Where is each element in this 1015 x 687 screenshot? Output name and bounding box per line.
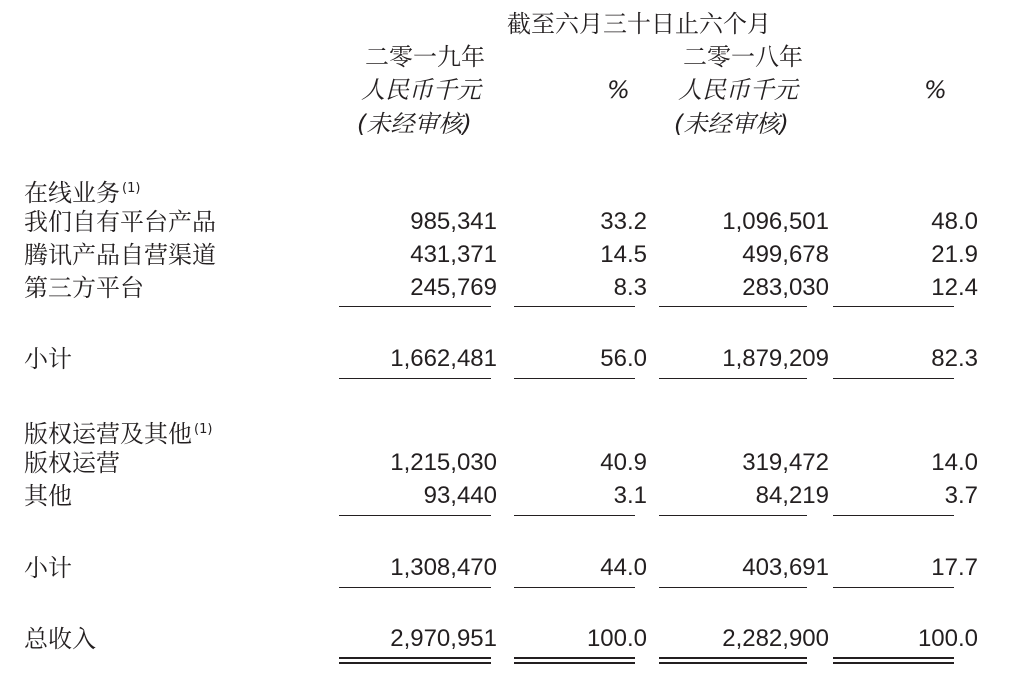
row-label: 其他 <box>24 482 72 510</box>
value-2018: 2,282,900 <box>722 625 829 652</box>
value-2019: 985,341 <box>410 208 497 235</box>
percent-2018: 3.7 <box>944 482 978 509</box>
section-title-copyright: 版权运营及其他 $^{(1)}$ <box>24 420 213 448</box>
footnote-marker: (1) <box>122 181 141 196</box>
divider <box>833 515 954 516</box>
unaudited-2019-header: (未经审核) <box>357 110 472 138</box>
value-2019: 1,662,481 <box>390 345 497 372</box>
value-2019: 93,440 <box>423 482 497 509</box>
section-title-online: 在线业务 $^{(1)}$ <box>24 179 141 207</box>
divider <box>514 378 635 379</box>
row-label: 小计 <box>24 554 72 582</box>
percent-2019: 100.0 <box>586 625 647 652</box>
row-label: 第三方平台 <box>24 274 144 302</box>
percent-2019: 14.5 <box>600 241 647 268</box>
double-underline <box>833 657 954 664</box>
divider <box>833 587 954 588</box>
percent-2018: 100.0 <box>917 625 978 652</box>
row-label: 总收入 <box>24 625 96 653</box>
divider <box>659 306 807 307</box>
percent-2019-header: % <box>607 76 630 104</box>
year-2018-header: 二零一八年 <box>683 43 803 71</box>
double-underline <box>514 657 635 664</box>
percent-2019: 8.3 <box>613 274 647 301</box>
divider <box>833 378 954 379</box>
percent-2018: 82.3 <box>931 345 978 372</box>
percent-2018: 12.4 <box>931 274 978 301</box>
period-header: 截至六月三十日止六个月 <box>507 10 771 38</box>
divider <box>833 306 954 307</box>
divider <box>514 587 635 588</box>
unaudited-2018-header: (未经审核) <box>674 110 789 138</box>
row-label: 腾讯产品自营渠道 <box>24 241 216 269</box>
footnote-marker: (1) <box>194 422 213 437</box>
percent-2019: 56.0 <box>600 345 647 372</box>
percent-2018: 17.7 <box>931 554 978 581</box>
percent-2019: 40.9 <box>600 449 647 476</box>
value-2018: 1,096,501 <box>722 208 829 235</box>
divider <box>339 378 491 379</box>
value-2018: 283,030 <box>742 274 829 301</box>
divider <box>339 587 491 588</box>
value-2018: 499,678 <box>742 241 829 268</box>
divider <box>339 515 491 516</box>
percent-2018-header: % <box>924 76 947 104</box>
divider <box>659 378 807 379</box>
percent-2018: 21.9 <box>931 241 978 268</box>
value-2018: 403,691 <box>742 554 829 581</box>
value-2019: 1,308,470 <box>390 554 497 581</box>
divider <box>514 515 635 516</box>
row-label: 我们自有平台产品 <box>24 208 216 236</box>
percent-2018: 48.0 <box>931 208 978 235</box>
row-label: 版权运营 <box>24 449 120 477</box>
unit-2018-header: 人民币千元 <box>678 76 798 104</box>
divider <box>514 306 635 307</box>
divider <box>339 306 491 307</box>
value-2019: 431,371 <box>410 241 497 268</box>
value-2019: 245,769 <box>410 274 497 301</box>
percent-2018: 14.0 <box>931 449 978 476</box>
percent-2019: 44.0 <box>600 554 647 581</box>
value-2018: 84,219 <box>755 482 829 509</box>
value-2018: 1,879,209 <box>722 345 829 372</box>
year-2019-header: 二零一九年 <box>365 43 485 71</box>
unit-2019-header: 人民币千元 <box>361 76 481 104</box>
row-label: 小计 <box>24 345 72 373</box>
divider <box>659 587 807 588</box>
double-underline <box>659 657 807 664</box>
double-underline <box>339 657 491 664</box>
value-2018: 319,472 <box>742 449 829 476</box>
divider <box>659 515 807 516</box>
percent-2019: 33.2 <box>600 208 647 235</box>
value-2019: 1,215,030 <box>390 449 497 476</box>
value-2019: 2,970,951 <box>390 625 497 652</box>
percent-2019: 3.1 <box>613 482 647 509</box>
